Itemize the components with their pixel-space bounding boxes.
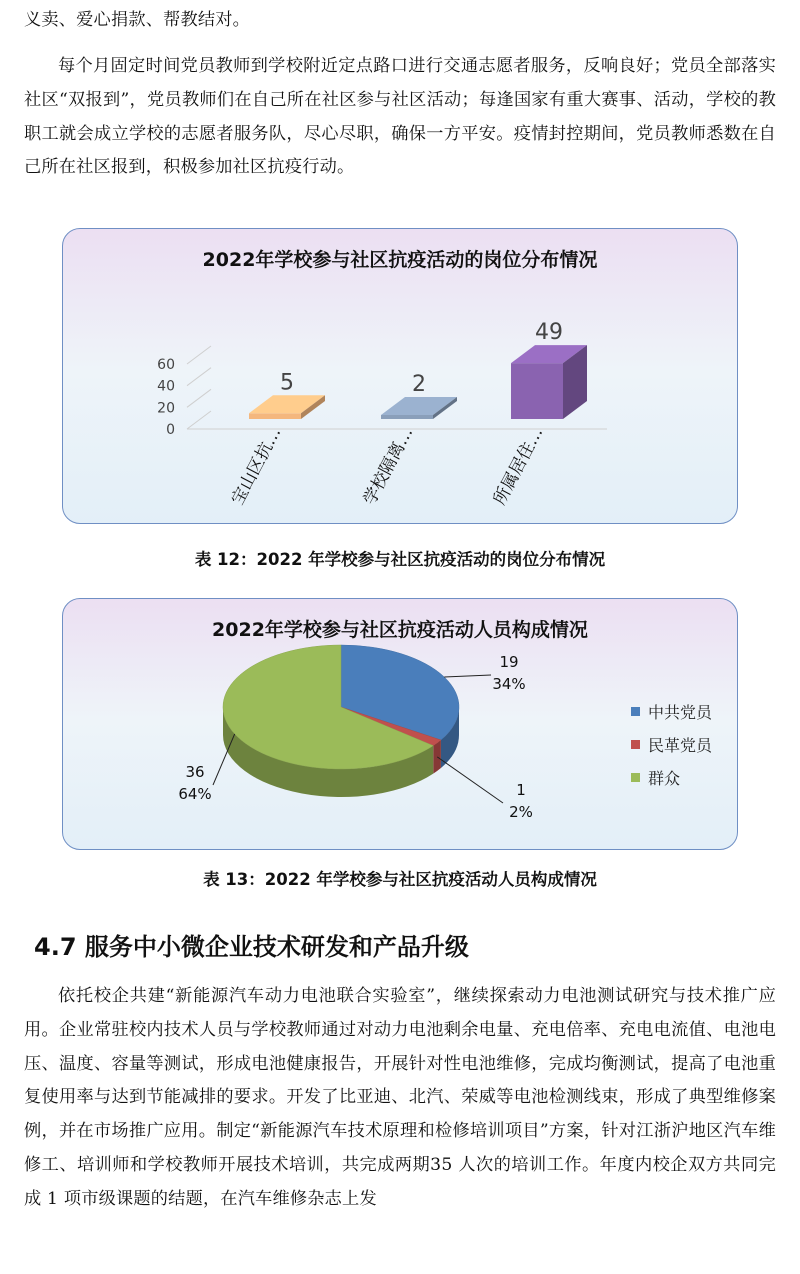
bar-front-2 bbox=[511, 363, 563, 419]
paragraph-intro-tail: 义卖、爱心捐款、帮教结对。 bbox=[24, 10, 251, 30]
legend-swatch-masses bbox=[631, 773, 640, 782]
paragraph-volunteer: 每个月固定时间党员教师到学校附近定点路口进行交通志愿者服务，反响良好；党员全部落实社区“双报到”，党员教师们在自己所在社区参与社区活动；每逢国家有重大赛事、活动，学校的教职工就会成立学校的志愿者服务队，尽心尽职，确保一方平安。疫情封控期间，党员教师悉数在自己所在社区报到，积极参加社区抗疫行动。 bbox=[24, 56, 776, 178]
y-tick-label: 20 bbox=[157, 400, 175, 417]
y-gridline bbox=[187, 368, 211, 386]
legend-label-masses: 群众 bbox=[648, 769, 681, 788]
pie-leader-line bbox=[437, 757, 503, 803]
bar-value-label: 2 bbox=[412, 372, 426, 397]
pie-value-label: 1 bbox=[516, 781, 526, 799]
pie-value-label: 36 bbox=[185, 763, 205, 781]
paragraph-battery-lab: 依托校企共建“新能源汽车动力电池联合实验室”，继续探索动力电池测试研究与技术推广应用。企业常驻校内技术人员与学校教师通过对动力电池剩余电量、充电倍率、充电电流值、电池电压、温度、容量等测试，形成电池健康报告，开展针对性电池维修，完成均衡测试，提高了电池重复使用率与达到节能减排的要求。开发了比亚迪、北汽、荣威等电池检测线束，形成了典型维修案例，并在市场推广应用。制定“新能源汽车技术原理和检修培训项目”方案，针对江浙沪地区汽车维修工、培训师和学校教师开展技术培训，共完成两期35 人次的培训工作。年度内校企双方共同完成 1 项市级课题的结题，在汽车维修杂志上发 bbox=[24, 986, 776, 1209]
legend-swatch-party bbox=[631, 707, 640, 716]
x-category-label: 学校隔离… bbox=[359, 423, 418, 509]
pie-leader-line bbox=[444, 675, 491, 677]
pie-percent-label: 2% bbox=[509, 803, 533, 821]
caption-table-13: 表 13：2022 年学校参与社区抗疫活动人员构成情况 bbox=[203, 870, 597, 889]
legend-swatch-minge bbox=[631, 740, 640, 749]
pie-chart-panel bbox=[62, 598, 738, 850]
section-heading: 4.7 服务中小微企业技术研发和产品升级 bbox=[34, 933, 469, 961]
y-tick-label: 60 bbox=[157, 357, 175, 373]
y-gridline bbox=[187, 346, 211, 364]
y-tick-label: 40 bbox=[157, 378, 175, 395]
bar-chart-canvas bbox=[63, 229, 737, 523]
pie-chart-title: 2022年学校参与社区抗疫活动人员构成情况 bbox=[212, 619, 588, 641]
bar-chart-title: 2022年学校参与社区抗疫活动的岗位分布情况 bbox=[202, 249, 598, 271]
y-tick-label: 0 bbox=[166, 422, 175, 438]
bar-front-0 bbox=[249, 413, 301, 419]
x-category-label: 所属居住… bbox=[489, 423, 548, 509]
legend-label-party: 中共党员 bbox=[648, 703, 713, 722]
pie-percent-label: 34% bbox=[492, 675, 526, 693]
legend-label-minge: 民革党员 bbox=[648, 736, 713, 755]
y-gridline bbox=[187, 411, 211, 429]
pie-percent-label: 64% bbox=[178, 785, 212, 803]
bar-value-label: 5 bbox=[280, 370, 294, 396]
pie-value-label: 19 bbox=[499, 653, 519, 671]
legend-item-party bbox=[631, 695, 712, 728]
caption-table-12: 表 12：2022 年学校参与社区抗疫活动的岗位分布情况 bbox=[194, 550, 606, 569]
bar-front-1 bbox=[381, 415, 433, 419]
legend-item-masses bbox=[631, 761, 712, 794]
y-gridline bbox=[187, 389, 211, 407]
x-category-label: 宝山区抗… bbox=[227, 423, 286, 509]
bar-value-label: 49 bbox=[535, 320, 563, 346]
bar-chart-panel bbox=[62, 228, 738, 524]
pie-legend bbox=[631, 695, 712, 794]
legend-item-minge bbox=[631, 728, 712, 761]
